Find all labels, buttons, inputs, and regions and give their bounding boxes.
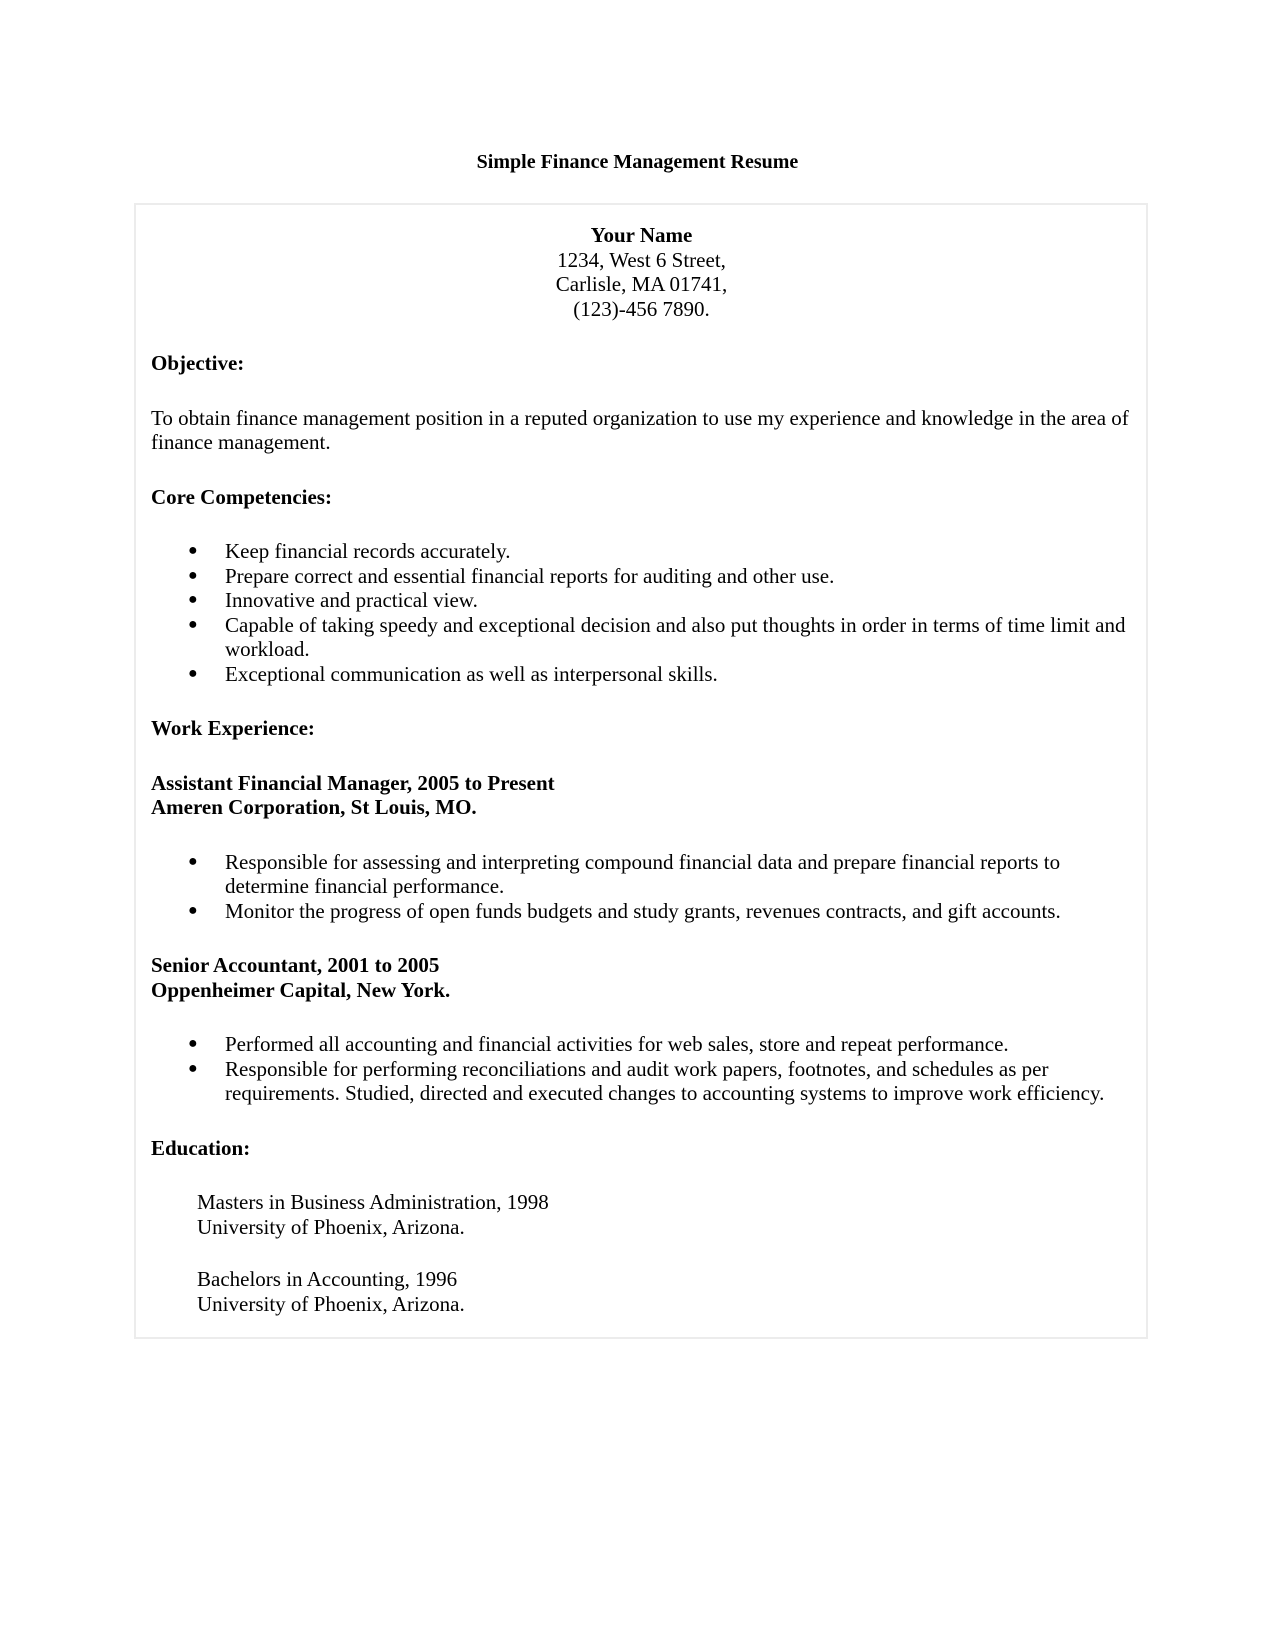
education-school: University of Phoenix, Arizona. [197, 1214, 465, 1239]
bullet-icon: ● [188, 664, 198, 682]
education-entry [151, 1267, 1132, 1316]
list-item [151, 539, 1132, 564]
job-company: Ameren Corporation, St Louis, MO. [151, 795, 477, 819]
candidate-name: Your Name [590, 223, 693, 247]
list-item [151, 564, 1132, 589]
resume-box [134, 203, 1148, 1339]
education-heading: Education: [151, 1135, 251, 1160]
list-item [151, 1057, 1132, 1106]
list-item-text: Performed all accounting and financial activities for web sales, store and repeat performance. [225, 1032, 1009, 1056]
list-item [151, 899, 1132, 924]
list-item [151, 850, 1132, 899]
objective-heading: Objective: [151, 351, 245, 375]
list-item-text: Responsible for assessing and interpreting compound financial data and prepare financial reports to determine financial performance. [225, 849, 1061, 898]
list-item-text: Prepare correct and essential financial reports for auditing and other use. [225, 563, 835, 588]
job-title: Assistant Financial Manager, 2005 to Present [151, 770, 555, 795]
education-degree: Bachelors in Accounting, 1996 [197, 1267, 458, 1291]
job-title: Senior Accountant, 2001 to 2005 [151, 953, 440, 977]
list-item-text: Monitor the progress of open funds budgets and study grants, revenues contracts, and gift accounts. [225, 898, 1061, 923]
job-header [151, 953, 1132, 1002]
list-item [151, 588, 1132, 613]
list-item [151, 1032, 1132, 1057]
address-line-2: Carlisle, MA 01741, [555, 272, 728, 296]
phone-number: (123)-456 7890. [573, 296, 710, 321]
list-item-text: Keep financial records accurately. [225, 539, 511, 563]
bullet-icon: ● [188, 1035, 198, 1052]
bullet-icon: ● [188, 852, 198, 870]
job-company: Oppenheimer Capital, New York. [151, 977, 451, 1002]
education-school: University of Phoenix, Arizona. [197, 1291, 465, 1316]
work-experience-heading: Work Experience: [151, 716, 315, 740]
job-duties-list [151, 1032, 1132, 1106]
competencies-list [151, 539, 1132, 686]
bullet-icon: ● [188, 542, 198, 559]
objective-text: To obtain finance management position in a reputed organization to use my experience and knowledge in the area of finance management. [151, 405, 1129, 454]
job-header [151, 771, 1132, 820]
list-item [151, 662, 1132, 687]
list-item-text: Innovative and practical view. [225, 588, 478, 612]
competencies-heading: Core Competencies: [151, 484, 332, 509]
list-item-text: Exceptional communication as well as interpersonal skills. [225, 661, 718, 686]
bullet-icon: ● [188, 566, 198, 584]
bullet-icon: ● [188, 615, 198, 633]
bullet-icon: ● [188, 591, 198, 608]
bullet-icon: ● [188, 1059, 198, 1077]
list-item-text: Responsible for performing reconciliations and audit work papers, footnotes, and schedules as per requirements. Studied, directed and executed changes to accounting systems to improve work efficiency. [225, 1056, 1105, 1105]
list-item-text: Capable of taking speedy and exceptional decision and also put thoughts in order in terms of time limit and workload. [225, 612, 1126, 661]
bullet-icon: ● [188, 901, 198, 919]
education-entry [151, 1190, 1132, 1239]
list-item [151, 613, 1132, 662]
job-duties-list [151, 850, 1132, 924]
contact-header [151, 223, 1132, 321]
address-line-1: 1234, West 6 Street, [557, 247, 726, 272]
education-degree: Masters in Business Administration, 1998 [197, 1190, 549, 1214]
document-title: Simple Finance Management Resume [476, 151, 799, 173]
